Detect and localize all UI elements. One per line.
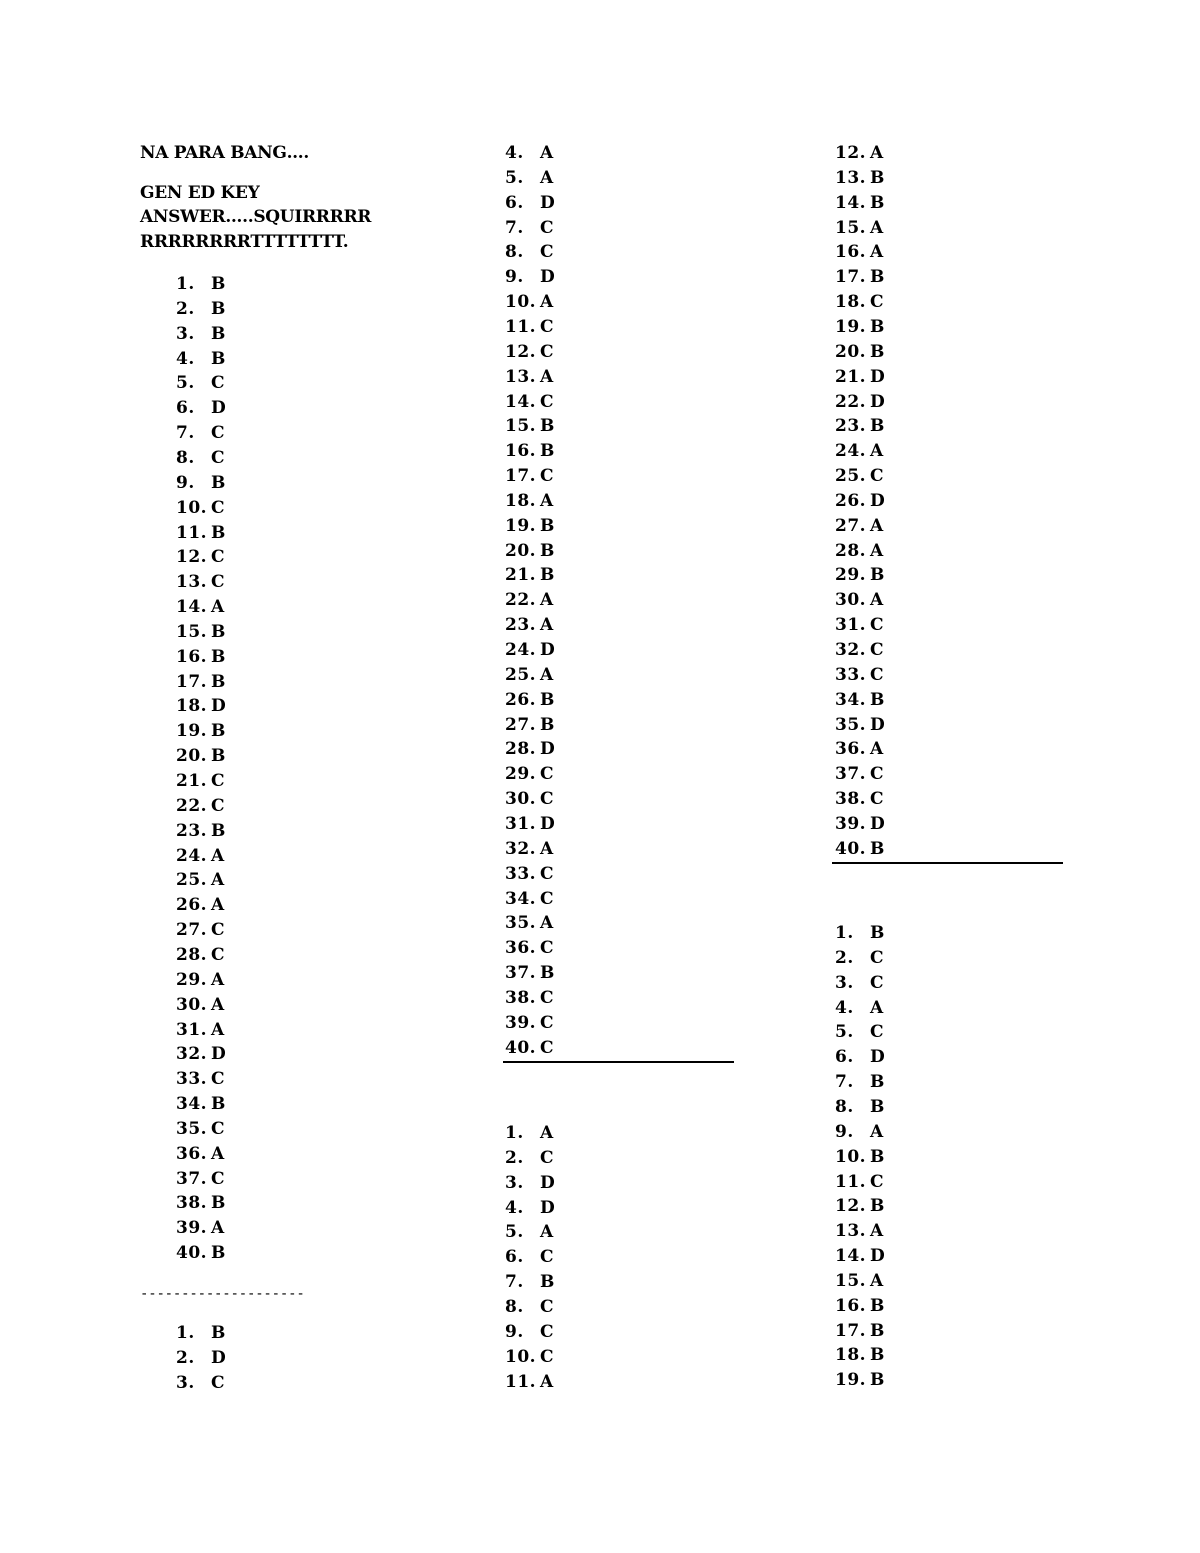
- answer-letter: B: [870, 565, 885, 586]
- answer-letter: C: [540, 316, 554, 337]
- answer-letter: A: [540, 615, 554, 636]
- answer-letter: B: [540, 540, 555, 561]
- answer-letter: B: [870, 1320, 885, 1341]
- item-number: 15.: [505, 416, 537, 437]
- item-number: 25.: [835, 466, 867, 487]
- item-number: 37.: [505, 963, 537, 984]
- item-number: 31.: [176, 1019, 208, 1040]
- item-number: 3.: [176, 1372, 195, 1393]
- answer-letter: C: [211, 920, 225, 941]
- answer-letter: B: [540, 689, 555, 710]
- item-number: 17.: [176, 671, 208, 692]
- item-number: 22.: [505, 590, 537, 611]
- answer-letter: A: [211, 870, 225, 891]
- answer-letter: B: [870, 316, 885, 337]
- answer-letter: C: [870, 292, 884, 313]
- item-number: 14.: [835, 1246, 867, 1267]
- answer-letter: A: [211, 1218, 225, 1239]
- item-number: 16.: [835, 1295, 867, 1316]
- item-number: 34.: [176, 1094, 208, 1115]
- item-number: 19.: [835, 316, 867, 337]
- answer-letter: B: [211, 274, 226, 294]
- item-number: 32.: [835, 640, 867, 660]
- answer-letter: C: [540, 341, 554, 362]
- item-number: 15.: [835, 217, 867, 238]
- item-number: 27.: [176, 920, 208, 941]
- answer-letter: B: [540, 441, 555, 462]
- answer-letter: C: [870, 664, 884, 685]
- item-number: 17.: [835, 267, 867, 288]
- section-separator-rule: [503, 1061, 734, 1063]
- item-number: 5.: [505, 1222, 524, 1243]
- answer-letter: B: [540, 565, 555, 586]
- item-number: 15.: [176, 621, 208, 642]
- answer-letter: B: [870, 341, 885, 362]
- item-number: 33.: [505, 863, 537, 884]
- answer-letter: A: [211, 1143, 225, 1164]
- answer-letter: B: [211, 1193, 226, 1214]
- answer-letter: A: [211, 969, 225, 990]
- answer-letter: A: [540, 664, 554, 685]
- answer-letter: A: [540, 292, 554, 313]
- heading-line-2: GEN ED KEY: [140, 183, 260, 203]
- answer-letter: A: [211, 994, 225, 1015]
- item-number: 39.: [176, 1218, 208, 1239]
- answer-letter: C: [870, 789, 884, 810]
- answer-letter: A: [540, 366, 554, 387]
- item-number: 24.: [176, 845, 208, 866]
- answer-letter: B: [870, 192, 885, 213]
- answer-letter: D: [870, 813, 885, 834]
- item-number: 26.: [835, 490, 867, 511]
- item-number: 20.: [835, 341, 867, 362]
- answer-letter: C: [211, 771, 225, 791]
- answer-letter: D: [540, 192, 555, 213]
- item-number: 6.: [176, 398, 195, 419]
- item-number: 32.: [505, 838, 537, 859]
- item-number: 28.: [505, 739, 537, 760]
- answer-letter: C: [870, 615, 884, 636]
- item-number: 39.: [505, 1012, 537, 1033]
- item-number: 35.: [505, 913, 537, 934]
- answer-letter: A: [870, 1270, 884, 1291]
- answer-letter: D: [211, 696, 226, 717]
- item-number: 28.: [835, 540, 867, 561]
- item-number: 19.: [505, 515, 537, 536]
- item-number: 30.: [176, 994, 208, 1015]
- item-number: 8.: [176, 447, 195, 468]
- item-number: 19.: [176, 721, 208, 742]
- item-number: 13.: [835, 167, 867, 188]
- item-number: 34.: [505, 888, 537, 909]
- answer-letter: C: [211, 423, 225, 444]
- heading-line-4: RRRRRRRRTTTTTTTT.: [140, 232, 349, 252]
- answer-letter: C: [540, 863, 554, 884]
- answer-letter: B: [211, 746, 226, 767]
- item-number: 4.: [505, 1197, 524, 1218]
- item-number: 26.: [505, 689, 537, 710]
- answer-letter: D: [870, 714, 885, 735]
- answer-letter: A: [540, 590, 554, 611]
- item-number: 9.: [835, 1121, 854, 1142]
- answer-letter: B: [211, 621, 226, 642]
- answer-letter: A: [870, 143, 884, 163]
- answer-letter: C: [540, 764, 554, 785]
- item-number: 22.: [176, 795, 208, 816]
- answer-letter: D: [870, 1246, 885, 1267]
- answer-letter: D: [211, 1044, 226, 1065]
- item-number: 13.: [176, 572, 208, 593]
- answer-letter: B: [870, 1345, 885, 1366]
- answer-letter: A: [870, 997, 884, 1018]
- answer-letter: C: [211, 1069, 225, 1090]
- item-number: 40.: [835, 838, 867, 859]
- answer-letter: C: [540, 466, 554, 487]
- answer-letter: C: [540, 1037, 554, 1058]
- answer-letter: B: [211, 1243, 226, 1264]
- answer-letter: B: [870, 416, 885, 437]
- item-number: 36.: [835, 739, 867, 760]
- item-number: 19.: [835, 1370, 867, 1391]
- item-number: 7.: [835, 1072, 854, 1093]
- item-number: 10.: [835, 1146, 867, 1167]
- answer-letter: A: [870, 590, 884, 611]
- answer-letter: B: [870, 1196, 885, 1217]
- item-number: 8.: [505, 1296, 524, 1317]
- answer-letter: A: [540, 167, 554, 188]
- answer-letter: D: [870, 1047, 885, 1068]
- item-number: 25.: [176, 870, 208, 891]
- item-number: 18.: [176, 696, 208, 717]
- section-separator-dashes: --------------------: [140, 1286, 305, 1302]
- item-number: 6.: [835, 1047, 854, 1068]
- item-number: 32.: [176, 1044, 208, 1065]
- answer-letter: D: [540, 813, 555, 834]
- answer-letter: B: [540, 963, 555, 984]
- item-number: 10.: [176, 497, 208, 518]
- answer-letter: A: [211, 845, 225, 866]
- answer-letter: D: [540, 267, 555, 288]
- item-number: 2.: [835, 947, 854, 968]
- answer-letter: A: [211, 1019, 225, 1040]
- answer-letter: D: [540, 1197, 555, 1218]
- item-number: 30.: [835, 590, 867, 611]
- answer-letter: A: [211, 895, 225, 916]
- answer-letter: C: [540, 1247, 554, 1268]
- answer-letter: D: [211, 398, 226, 419]
- item-number: 24.: [835, 441, 867, 462]
- answer-letter: D: [211, 1347, 226, 1368]
- item-number: 33.: [176, 1069, 208, 1090]
- answer-letter: C: [870, 466, 884, 487]
- item-number: 11.: [505, 316, 537, 337]
- item-number: 20.: [176, 746, 208, 767]
- item-number: 23.: [835, 416, 867, 437]
- answer-letter: A: [870, 217, 884, 238]
- item-number: 9.: [505, 1321, 524, 1342]
- answer-letter: B: [211, 323, 226, 344]
- answer-letter: C: [211, 547, 225, 568]
- answer-letter: B: [540, 515, 555, 536]
- item-number: 37.: [835, 764, 867, 785]
- answer-letter: D: [540, 640, 555, 660]
- heading-line-3: ANSWER…..SQUIRRRRR: [140, 207, 372, 227]
- answer-letter: B: [211, 721, 226, 742]
- answer-letter: A: [540, 490, 554, 511]
- answer-letter: C: [211, 1372, 225, 1393]
- item-number: 18.: [835, 1345, 867, 1366]
- item-number: 38.: [505, 987, 537, 1008]
- item-number: 12.: [505, 341, 537, 362]
- answer-letter: C: [211, 497, 225, 518]
- item-number: 8.: [835, 1096, 854, 1117]
- item-number: 6.: [505, 192, 524, 213]
- answer-letter: A: [540, 913, 554, 934]
- answer-letter: B: [540, 416, 555, 437]
- item-number: 2.: [176, 298, 195, 319]
- item-number: 4.: [835, 997, 854, 1018]
- item-number: 5.: [505, 167, 524, 188]
- answer-letter: C: [870, 947, 884, 968]
- answer-letter: C: [540, 1296, 554, 1317]
- answer-letter: A: [870, 441, 884, 462]
- answer-letter: A: [211, 597, 225, 618]
- item-number: 16.: [176, 646, 208, 667]
- answer-letter: C: [540, 1012, 554, 1033]
- item-number: 4.: [176, 348, 195, 369]
- item-number: 6.: [505, 1247, 524, 1268]
- answer-letter: A: [870, 1121, 884, 1142]
- item-number: 3.: [505, 1172, 524, 1193]
- item-number: 14.: [176, 597, 208, 618]
- answer-letter: A: [870, 540, 884, 561]
- answer-letter: C: [870, 972, 884, 993]
- answer-letter: B: [211, 1094, 226, 1115]
- item-number: 4.: [505, 143, 524, 163]
- item-number: 40.: [505, 1037, 537, 1058]
- answer-letter: A: [540, 1123, 554, 1143]
- answer-letter: B: [870, 167, 885, 188]
- answer-letter: D: [540, 1172, 555, 1193]
- answer-letter: B: [870, 1146, 885, 1167]
- item-number: 23.: [505, 615, 537, 636]
- item-number: 16.: [835, 242, 867, 263]
- answer-letter: B: [870, 689, 885, 710]
- item-number: 7.: [505, 217, 524, 238]
- answer-letter: C: [870, 1022, 884, 1043]
- item-number: 17.: [505, 466, 537, 487]
- item-number: 20.: [505, 540, 537, 561]
- answer-letter: A: [540, 1371, 554, 1392]
- item-number: 10.: [505, 1346, 537, 1367]
- answer-letter: C: [540, 938, 554, 959]
- item-number: 13.: [505, 366, 537, 387]
- item-number: 18.: [835, 292, 867, 313]
- answer-letter: B: [540, 1272, 555, 1293]
- answer-letter: D: [870, 366, 885, 387]
- answer-letter: C: [540, 888, 554, 909]
- answer-letter: C: [870, 640, 884, 660]
- answer-letter: A: [870, 1221, 884, 1242]
- item-number: 34.: [835, 689, 867, 710]
- answer-letter: B: [870, 1096, 885, 1117]
- item-number: 11.: [176, 522, 208, 543]
- answer-letter: B: [211, 348, 226, 369]
- item-number: 21.: [835, 366, 867, 387]
- answer-letter: B: [870, 923, 885, 943]
- item-number: 24.: [505, 640, 537, 660]
- answer-letter: A: [540, 1222, 554, 1243]
- answer-letter: C: [870, 1171, 884, 1192]
- item-number: 16.: [505, 441, 537, 462]
- item-number: 18.: [505, 490, 537, 511]
- answer-letter: C: [540, 1321, 554, 1342]
- answer-letter: B: [211, 1323, 226, 1343]
- answer-letter: C: [540, 217, 554, 238]
- item-number: 21.: [176, 771, 208, 791]
- item-number: 35.: [835, 714, 867, 735]
- item-number: 3.: [176, 323, 195, 344]
- item-number: 22.: [835, 391, 867, 412]
- item-number: 30.: [505, 789, 537, 810]
- item-number: 38.: [835, 789, 867, 810]
- item-number: 27.: [835, 515, 867, 536]
- item-number: 10.: [505, 292, 537, 313]
- item-number: 21.: [505, 565, 537, 586]
- item-number: 35.: [176, 1118, 208, 1139]
- answer-letter: C: [211, 572, 225, 593]
- item-number: 29.: [835, 565, 867, 586]
- item-number: 13.: [835, 1221, 867, 1242]
- answer-letter: B: [211, 646, 226, 667]
- answer-letter: B: [211, 472, 226, 493]
- item-number: 31.: [835, 615, 867, 636]
- item-number: 12.: [176, 547, 208, 568]
- answer-letter: C: [540, 1346, 554, 1367]
- item-number: 9.: [505, 267, 524, 288]
- item-number: 39.: [835, 813, 867, 834]
- item-number: 36.: [176, 1143, 208, 1164]
- heading-line-1: NA PARA BANG….: [140, 143, 309, 163]
- answer-letter: D: [540, 739, 555, 760]
- answer-letter: C: [540, 1147, 554, 1168]
- item-number: 37.: [176, 1168, 208, 1189]
- item-number: 27.: [505, 714, 537, 735]
- answer-letter: B: [870, 1072, 885, 1093]
- item-number: 38.: [176, 1193, 208, 1214]
- answer-letter: C: [211, 447, 225, 468]
- item-number: 5.: [835, 1022, 854, 1043]
- item-number: 7.: [176, 423, 195, 444]
- answer-letter: C: [211, 1118, 225, 1139]
- item-number: 1.: [176, 1323, 195, 1343]
- item-number: 14.: [835, 192, 867, 213]
- item-number: 5.: [176, 373, 195, 394]
- item-number: 7.: [505, 1272, 524, 1293]
- answer-letter: B: [211, 820, 226, 841]
- answer-letter: B: [870, 267, 885, 288]
- answer-letter: B: [870, 1370, 885, 1391]
- answer-letter: C: [870, 764, 884, 785]
- answer-letter: A: [870, 739, 884, 760]
- item-number: 2.: [176, 1347, 195, 1368]
- answer-letter: A: [870, 515, 884, 536]
- answer-letter: B: [540, 714, 555, 735]
- item-number: 23.: [176, 820, 208, 841]
- item-number: 29.: [505, 764, 537, 785]
- answer-letter: C: [540, 391, 554, 412]
- answer-letter: C: [211, 373, 225, 394]
- answer-letter: C: [211, 795, 225, 816]
- section-separator-rule: [832, 862, 1063, 864]
- answer-letter: A: [540, 143, 554, 163]
- answer-letter: D: [870, 490, 885, 511]
- item-number: 14.: [505, 391, 537, 412]
- item-number: 11.: [835, 1171, 867, 1192]
- item-number: 33.: [835, 664, 867, 685]
- item-number: 1.: [176, 274, 195, 294]
- item-number: 1.: [505, 1123, 524, 1143]
- answer-letter: B: [211, 671, 226, 692]
- item-number: 36.: [505, 938, 537, 959]
- item-number: 1.: [835, 923, 854, 943]
- answer-letter: C: [540, 242, 554, 263]
- item-number: 12.: [835, 1196, 867, 1217]
- item-number: 12.: [835, 143, 867, 163]
- answer-letter: C: [211, 944, 225, 965]
- item-number: 17.: [835, 1320, 867, 1341]
- item-number: 2.: [505, 1147, 524, 1168]
- item-number: 31.: [505, 813, 537, 834]
- answer-letter: D: [870, 391, 885, 412]
- item-number: 9.: [176, 472, 195, 493]
- answer-letter: A: [540, 838, 554, 859]
- item-number: 28.: [176, 944, 208, 965]
- item-number: 40.: [176, 1243, 208, 1264]
- answer-letter: C: [540, 789, 554, 810]
- item-number: 8.: [505, 242, 524, 263]
- item-number: 29.: [176, 969, 208, 990]
- answer-letter: B: [211, 522, 226, 543]
- answer-letter: A: [870, 242, 884, 263]
- answer-letter: B: [211, 298, 226, 319]
- answer-letter: C: [540, 987, 554, 1008]
- answer-letter: B: [870, 838, 885, 859]
- item-number: 25.: [505, 664, 537, 685]
- answer-letter: B: [870, 1295, 885, 1316]
- item-number: 11.: [505, 1371, 537, 1392]
- item-number: 3.: [835, 972, 854, 993]
- item-number: 15.: [835, 1270, 867, 1291]
- item-number: 26.: [176, 895, 208, 916]
- answer-letter: C: [211, 1168, 225, 1189]
